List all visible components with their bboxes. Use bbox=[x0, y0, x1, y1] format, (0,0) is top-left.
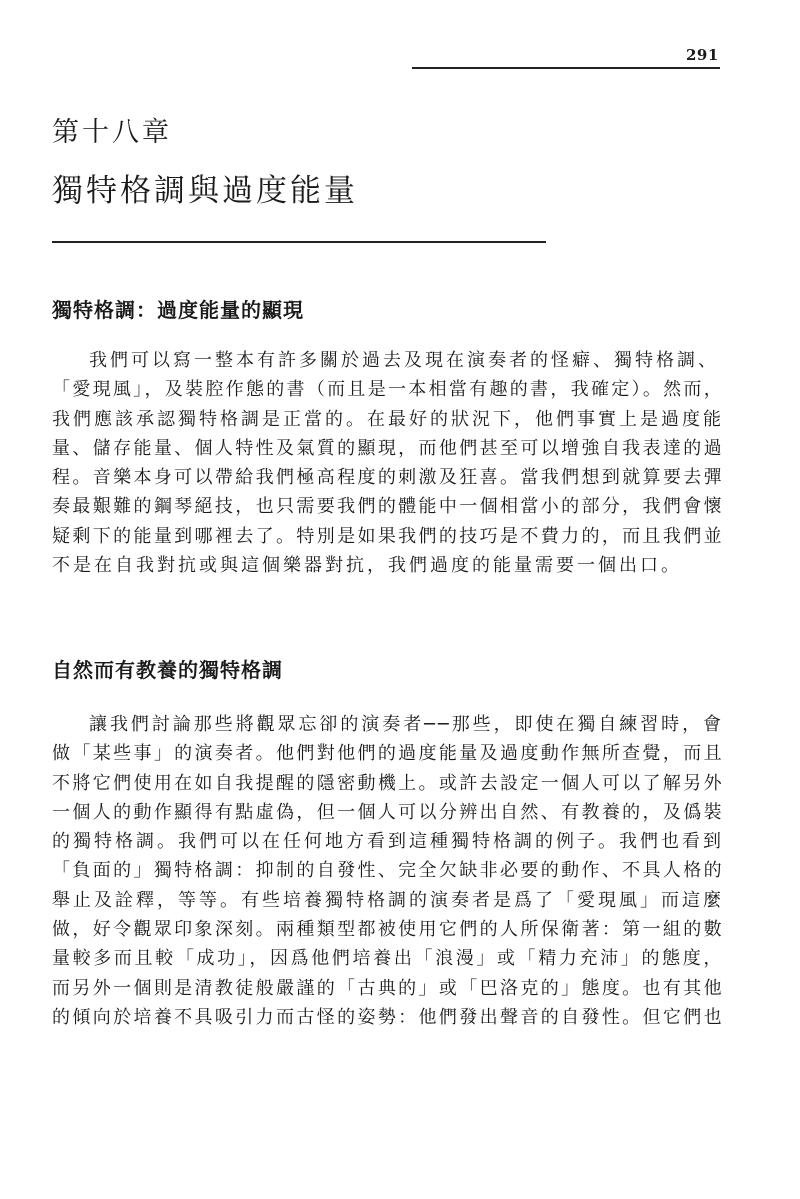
title-divider bbox=[52, 241, 546, 243]
paragraph-line: 量較多而且較「成功」，因爲他們培養出「浪漫」或「精力充沛」的態度， bbox=[52, 948, 724, 970]
chapter-title: 獨特格調與過度能量 bbox=[52, 173, 358, 209]
section-heading: 獨特格調：過度能量的顯現 bbox=[52, 298, 304, 322]
chapter-label: 第十八章 bbox=[52, 117, 172, 148]
paragraph-line: 不將它們使用在如自我提醒的隱密動機上。或許去設定一個人可以了解另外 bbox=[52, 772, 724, 794]
page-number: 291 bbox=[686, 46, 719, 64]
paragraph-line: 做，好令觀眾印象深刻。兩種類型都被使用它們的人所保衛著：第一組的數 bbox=[52, 919, 724, 941]
paragraph-line: 我們應該承認獨特格調是正當的。在最好的狀況下，他們事實上是過度能 bbox=[52, 408, 724, 430]
paragraph-line: 的傾向於培養不具吸引力而古怪的姿勢：他們發出聲音的自發性。但它們也 bbox=[52, 1006, 724, 1028]
body-paragraph bbox=[52, 710, 724, 1032]
paragraph-line: 不是在自我對抗或與這個樂器對抗，我們過度的能量需要一個出口。 bbox=[52, 555, 682, 577]
paragraph-line: 做「某些事」的演奏者。他們對他們的過度能量及過度動作無所查覺，而且 bbox=[52, 743, 724, 765]
paragraph-line: 奏最艱難的鋼琴絕技，也只需要我們的體能中一個相當小的部分，我們會懷 bbox=[52, 496, 724, 518]
paragraph-line: 讓我們討論那些將觀眾忘卻的演奏者──那些，即使在獨自練習時，會 bbox=[89, 714, 724, 735]
paragraph-line: 而另外一個則是清教徒般嚴謹的「古典的」或「巴洛克的」態度。也有其他 bbox=[52, 977, 724, 999]
header-rule bbox=[412, 67, 720, 69]
section-heading: 自然而有教養的獨特格調 bbox=[52, 658, 283, 682]
paragraph-line: 「愛現風」，及裝腔作態的書（而且是一本相當有趣的書，我確定）。然而， bbox=[52, 379, 724, 401]
paragraph-line: 量、儲存能量、個人特性及氣質的顯現，而他們甚至可以增強自我表達的過 bbox=[52, 437, 724, 459]
paragraph-line: 一個人的動作顯得有點虛偽，但一個人可以分辨出自然、有教養的，及僞裝 bbox=[52, 801, 724, 823]
paragraph-line: 程。音樂本身可以帶給我們極高程度的刺激及狂喜。當我們想到就算要去彈 bbox=[52, 467, 724, 489]
body-paragraph bbox=[52, 346, 724, 580]
paragraph-line: 疑剩下的能量到哪裡去了。特別是如果我們的技巧是不費力的，而且我們並 bbox=[52, 525, 724, 547]
paragraph-line: 我們可以寫一整本有許多關於過去及現在演奏者的怪癖、獨特格調、 bbox=[89, 350, 719, 371]
paragraph-line: 「負面的」獨特格調：抑制的自發性、完全欠缺非必要的動作、不具人格的 bbox=[52, 860, 724, 882]
paragraph-line: 的獨特格調。我們可以在任何地方看到這種獨特格調的例子。我們也看到 bbox=[52, 831, 724, 853]
paragraph-line: 舉止及詮釋，等等。有些培養獨特格調的演奏者是爲了「愛現風」而這麼 bbox=[52, 889, 724, 911]
